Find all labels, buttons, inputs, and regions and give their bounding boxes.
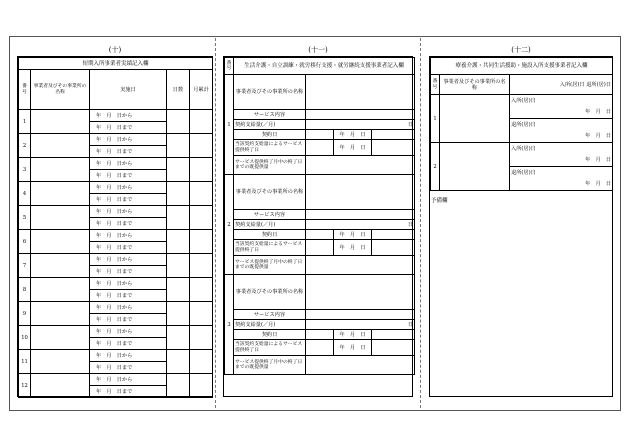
total-cell[interactable] (190, 182, 213, 206)
table-row (225, 340, 415, 356)
days-cell[interactable] (167, 182, 190, 206)
col-number-header: 番号 (19, 70, 31, 110)
used-amount-label: サービス提供終了月中の終了日までの既提供量 (234, 256, 306, 275)
col-number-header: 番号 (225, 58, 234, 75)
table-row (225, 240, 415, 256)
panel12-residential (429, 56, 613, 397)
provider-name-cell[interactable] (440, 95, 510, 143)
date-to-cell[interactable]: 年 月 日まで (90, 122, 167, 134)
amount-cell[interactable]: 日 (306, 120, 415, 130)
table-row (225, 210, 415, 220)
panel12-number: (十二) (511, 46, 531, 54)
table-row (225, 256, 415, 275)
panel10-short-stay (17, 56, 213, 397)
provider-name-cell[interactable] (31, 134, 90, 158)
days-cell[interactable] (167, 350, 190, 374)
end-date-cell[interactable]: 年 月 日 (334, 340, 372, 356)
date-from-cell[interactable]: 年 月 日から (90, 134, 167, 146)
row-number: 3 (19, 158, 31, 182)
days-cell[interactable] (167, 374, 190, 398)
provider-name-label: 事業者及びその事業所の名称 (234, 75, 306, 110)
total-cell[interactable] (190, 374, 213, 398)
days-cell[interactable] (167, 326, 190, 350)
days-cell[interactable] (167, 134, 190, 158)
date-to-cell[interactable]: 年 月 日まで (90, 290, 167, 302)
service-cell[interactable] (306, 210, 415, 220)
move-in-label: 入所(居)日 (510, 143, 613, 155)
date-from-cell[interactable]: 年 月 日から (90, 110, 167, 122)
total-cell[interactable] (190, 230, 213, 254)
table-row (431, 95, 613, 107)
table-row (225, 110, 415, 120)
days-cell[interactable] (167, 278, 190, 302)
used-amount-cell[interactable] (306, 256, 415, 275)
contract-date-label: 契約日 (234, 230, 306, 240)
total-cell[interactable] (190, 206, 213, 230)
end-date-label: 当該契約支給量によるサービス提供終了日 (234, 240, 306, 256)
col-days-header: 日数 (167, 70, 190, 110)
table-row (431, 143, 613, 155)
reserve-label: 予備欄 (431, 198, 448, 204)
end-date-label: 当該契約支給量によるサービス提供終了日 (234, 340, 306, 356)
total-cell[interactable] (190, 254, 213, 278)
panel12-heading: 療養介護・共同生活援助・施設入所支援事業者記入欄 (431, 58, 613, 75)
date-from-cell[interactable]: 年 月 日から (90, 254, 167, 266)
contract-date-cell[interactable]: 年 月 日 (334, 130, 372, 140)
used-amount-label: サービス提供終了月中の終了日までの既提供量 (234, 156, 306, 175)
amount-cell[interactable]: 日 (306, 320, 415, 330)
table-row (225, 230, 415, 240)
total-cell[interactable] (190, 302, 213, 326)
date-to-cell[interactable]: 年 月 日まで (90, 338, 167, 350)
col-name-header: 事業者及びその事業所の名称 (440, 75, 510, 95)
table-row (225, 320, 415, 330)
provider-name-label: 事業者及びその事業所の名称 (234, 175, 306, 210)
end-date-cell[interactable]: 年 月 日 (334, 140, 372, 156)
service-cell[interactable] (306, 110, 415, 120)
provider-name-cell[interactable] (31, 182, 90, 206)
move-in-label: 入所(居)日 (510, 95, 613, 107)
move-out-label: 退所(居)日 (510, 119, 613, 131)
table-row (225, 310, 415, 320)
date-from-cell[interactable]: 年 月 日から (90, 350, 167, 362)
total-cell[interactable] (190, 278, 213, 302)
table-row (225, 140, 415, 156)
amount-label: 契約支給量(／月) (234, 320, 306, 330)
provider-name-cell[interactable] (31, 230, 90, 254)
days-cell[interactable] (167, 110, 190, 134)
date-to-cell[interactable]: 年 月 日まで (90, 314, 167, 326)
date-to-cell[interactable]: 年 月 日まで (90, 146, 167, 158)
total-cell[interactable] (190, 326, 213, 350)
amount-cell[interactable]: 日 (306, 220, 415, 230)
days-cell[interactable] (167, 230, 190, 254)
panel11-day-services (223, 56, 413, 397)
fold-line-1 (215, 38, 216, 408)
table-row (19, 374, 213, 386)
row-number: 5 (19, 206, 31, 230)
table-row (225, 120, 415, 130)
row-number: 2 (225, 175, 234, 275)
provider-name-cell[interactable] (31, 254, 90, 278)
contract-date-label: 契約日 (234, 330, 306, 340)
fold-line-2 (420, 38, 421, 408)
table-row (225, 156, 415, 175)
date-from-cell[interactable]: 年 月 日から (90, 182, 167, 194)
provider-name-cell[interactable] (31, 302, 90, 326)
used-amount-cell[interactable] (306, 356, 415, 375)
col-total-header: 月累計 (190, 70, 213, 110)
amount-label: 契約支給量(／月) (234, 220, 306, 230)
total-cell[interactable] (190, 110, 213, 134)
table-row (225, 75, 415, 110)
panel11-heading: 生活介護・自立訓練・就労移行支援・就労継続支援事業者記入欄 (234, 58, 415, 75)
col-date-header: 実施日 (90, 70, 167, 110)
row-number: 12 (19, 374, 31, 398)
date-from-cell[interactable]: 年 月 日から (90, 326, 167, 338)
row-number: 9 (19, 302, 31, 326)
contract-date-label: 契約日 (234, 130, 306, 140)
table-row (19, 302, 213, 314)
row-number: 4 (19, 182, 31, 206)
table-row (225, 275, 415, 310)
end-date-cell[interactable]: 年 月 日 (334, 240, 372, 256)
row-number: 1 (225, 75, 234, 175)
service-cell[interactable] (306, 310, 415, 320)
row-number: 1 (431, 95, 440, 143)
date-from-cell[interactable]: 年 月 日から (90, 206, 167, 218)
date-to-cell[interactable]: 年 月 日まで (90, 242, 167, 254)
total-cell[interactable] (190, 134, 213, 158)
days-cell[interactable] (167, 254, 190, 278)
days-cell[interactable] (167, 302, 190, 326)
provider-name-cell[interactable] (31, 350, 90, 374)
date-value-cell[interactable]: 年 月 日 (510, 179, 613, 191)
panel10-heading: 短期入所事業者実績記入欄 (19, 58, 213, 70)
row-number: 1 (19, 110, 31, 134)
row-number: 2 (19, 134, 31, 158)
total-cell[interactable] (190, 350, 213, 374)
panel12-table (430, 57, 613, 191)
col-inout-header: 入所(居)日 退所(居)日 (510, 75, 613, 95)
date-to-cell[interactable]: 年 月 日まで (90, 170, 167, 182)
provider-name-cell[interactable] (31, 158, 90, 182)
provider-name-cell[interactable] (306, 175, 415, 210)
contract-date-cell[interactable]: 年 月 日 (334, 230, 372, 240)
contract-date-cell[interactable]: 年 月 日 (334, 330, 372, 340)
date-value-cell[interactable]: 年 月 日 (510, 131, 613, 143)
days-cell[interactable] (167, 158, 190, 182)
table-row (225, 220, 415, 230)
table-row (225, 356, 415, 375)
panel11-number: (十一) (308, 46, 328, 54)
date-value-cell[interactable]: 年 月 日 (510, 107, 613, 119)
used-amount-label: サービス提供終了月中の終了日までの既提供量 (234, 356, 306, 375)
provider-name-cell[interactable] (306, 75, 415, 110)
amount-label: 契約支給量(／月) (234, 120, 306, 130)
table-row (19, 158, 213, 170)
provider-name-cell[interactable] (31, 278, 90, 302)
date-to-cell[interactable]: 年 月 日まで (90, 266, 167, 278)
row-number: 3 (225, 275, 234, 375)
date-from-cell[interactable]: 年 月 日から (90, 230, 167, 242)
table-row (19, 182, 213, 194)
end-date-label: 当該契約支給量によるサービス提供終了日 (234, 140, 306, 156)
date-to-cell[interactable]: 年 月 日まで (90, 362, 167, 374)
row-number: 8 (19, 278, 31, 302)
table-row (19, 230, 213, 242)
date-from-cell[interactable]: 年 月 日から (90, 158, 167, 170)
total-cell[interactable] (190, 158, 213, 182)
service-label: サービス内容 (234, 110, 306, 120)
col-name-header: 事業者及びその事業所の名称 (31, 70, 90, 110)
date-from-cell[interactable]: 年 月 日から (90, 374, 167, 386)
table-row (19, 326, 213, 338)
provider-name-cell[interactable] (31, 110, 90, 134)
table-row (19, 206, 213, 218)
provider-name-cell[interactable] (31, 326, 90, 350)
table-row (225, 130, 415, 140)
row-number: 7 (19, 254, 31, 278)
days-cell[interactable] (167, 206, 190, 230)
row-number: 6 (19, 230, 31, 254)
provider-name-label: 事業者及びその事業所の名称 (234, 275, 306, 310)
move-out-label: 退所(居)日 (510, 167, 613, 179)
col-number-header: 番号 (431, 75, 440, 95)
panel10-number: (十) (108, 46, 122, 54)
table-row (19, 278, 213, 290)
provider-name-cell[interactable] (31, 374, 90, 398)
table-row (19, 254, 213, 266)
provider-name-cell[interactable] (440, 143, 510, 191)
date-from-cell[interactable]: 年 月 日から (90, 278, 167, 290)
provider-name-cell[interactable] (31, 206, 90, 230)
table-row (225, 175, 415, 210)
panel11-table (224, 57, 415, 375)
row-number: 11 (19, 350, 31, 374)
row-number: 2 (431, 143, 440, 191)
date-value-cell[interactable]: 年 月 日 (510, 155, 613, 167)
table-row (19, 110, 213, 122)
date-to-cell[interactable]: 年 月 日まで (90, 386, 167, 398)
row-number: 10 (19, 326, 31, 350)
table-row (225, 330, 415, 340)
date-to-cell[interactable]: 年 月 日まで (90, 194, 167, 206)
table-row (19, 350, 213, 362)
provider-name-cell[interactable] (306, 275, 415, 310)
date-to-cell[interactable]: 年 月 日まで (90, 218, 167, 230)
table-row (19, 134, 213, 146)
panel10-table (18, 57, 213, 398)
used-amount-cell[interactable] (306, 156, 415, 175)
date-from-cell[interactable]: 年 月 日から (90, 302, 167, 314)
service-label: サービス内容 (234, 210, 306, 220)
service-label: サービス内容 (234, 310, 306, 320)
